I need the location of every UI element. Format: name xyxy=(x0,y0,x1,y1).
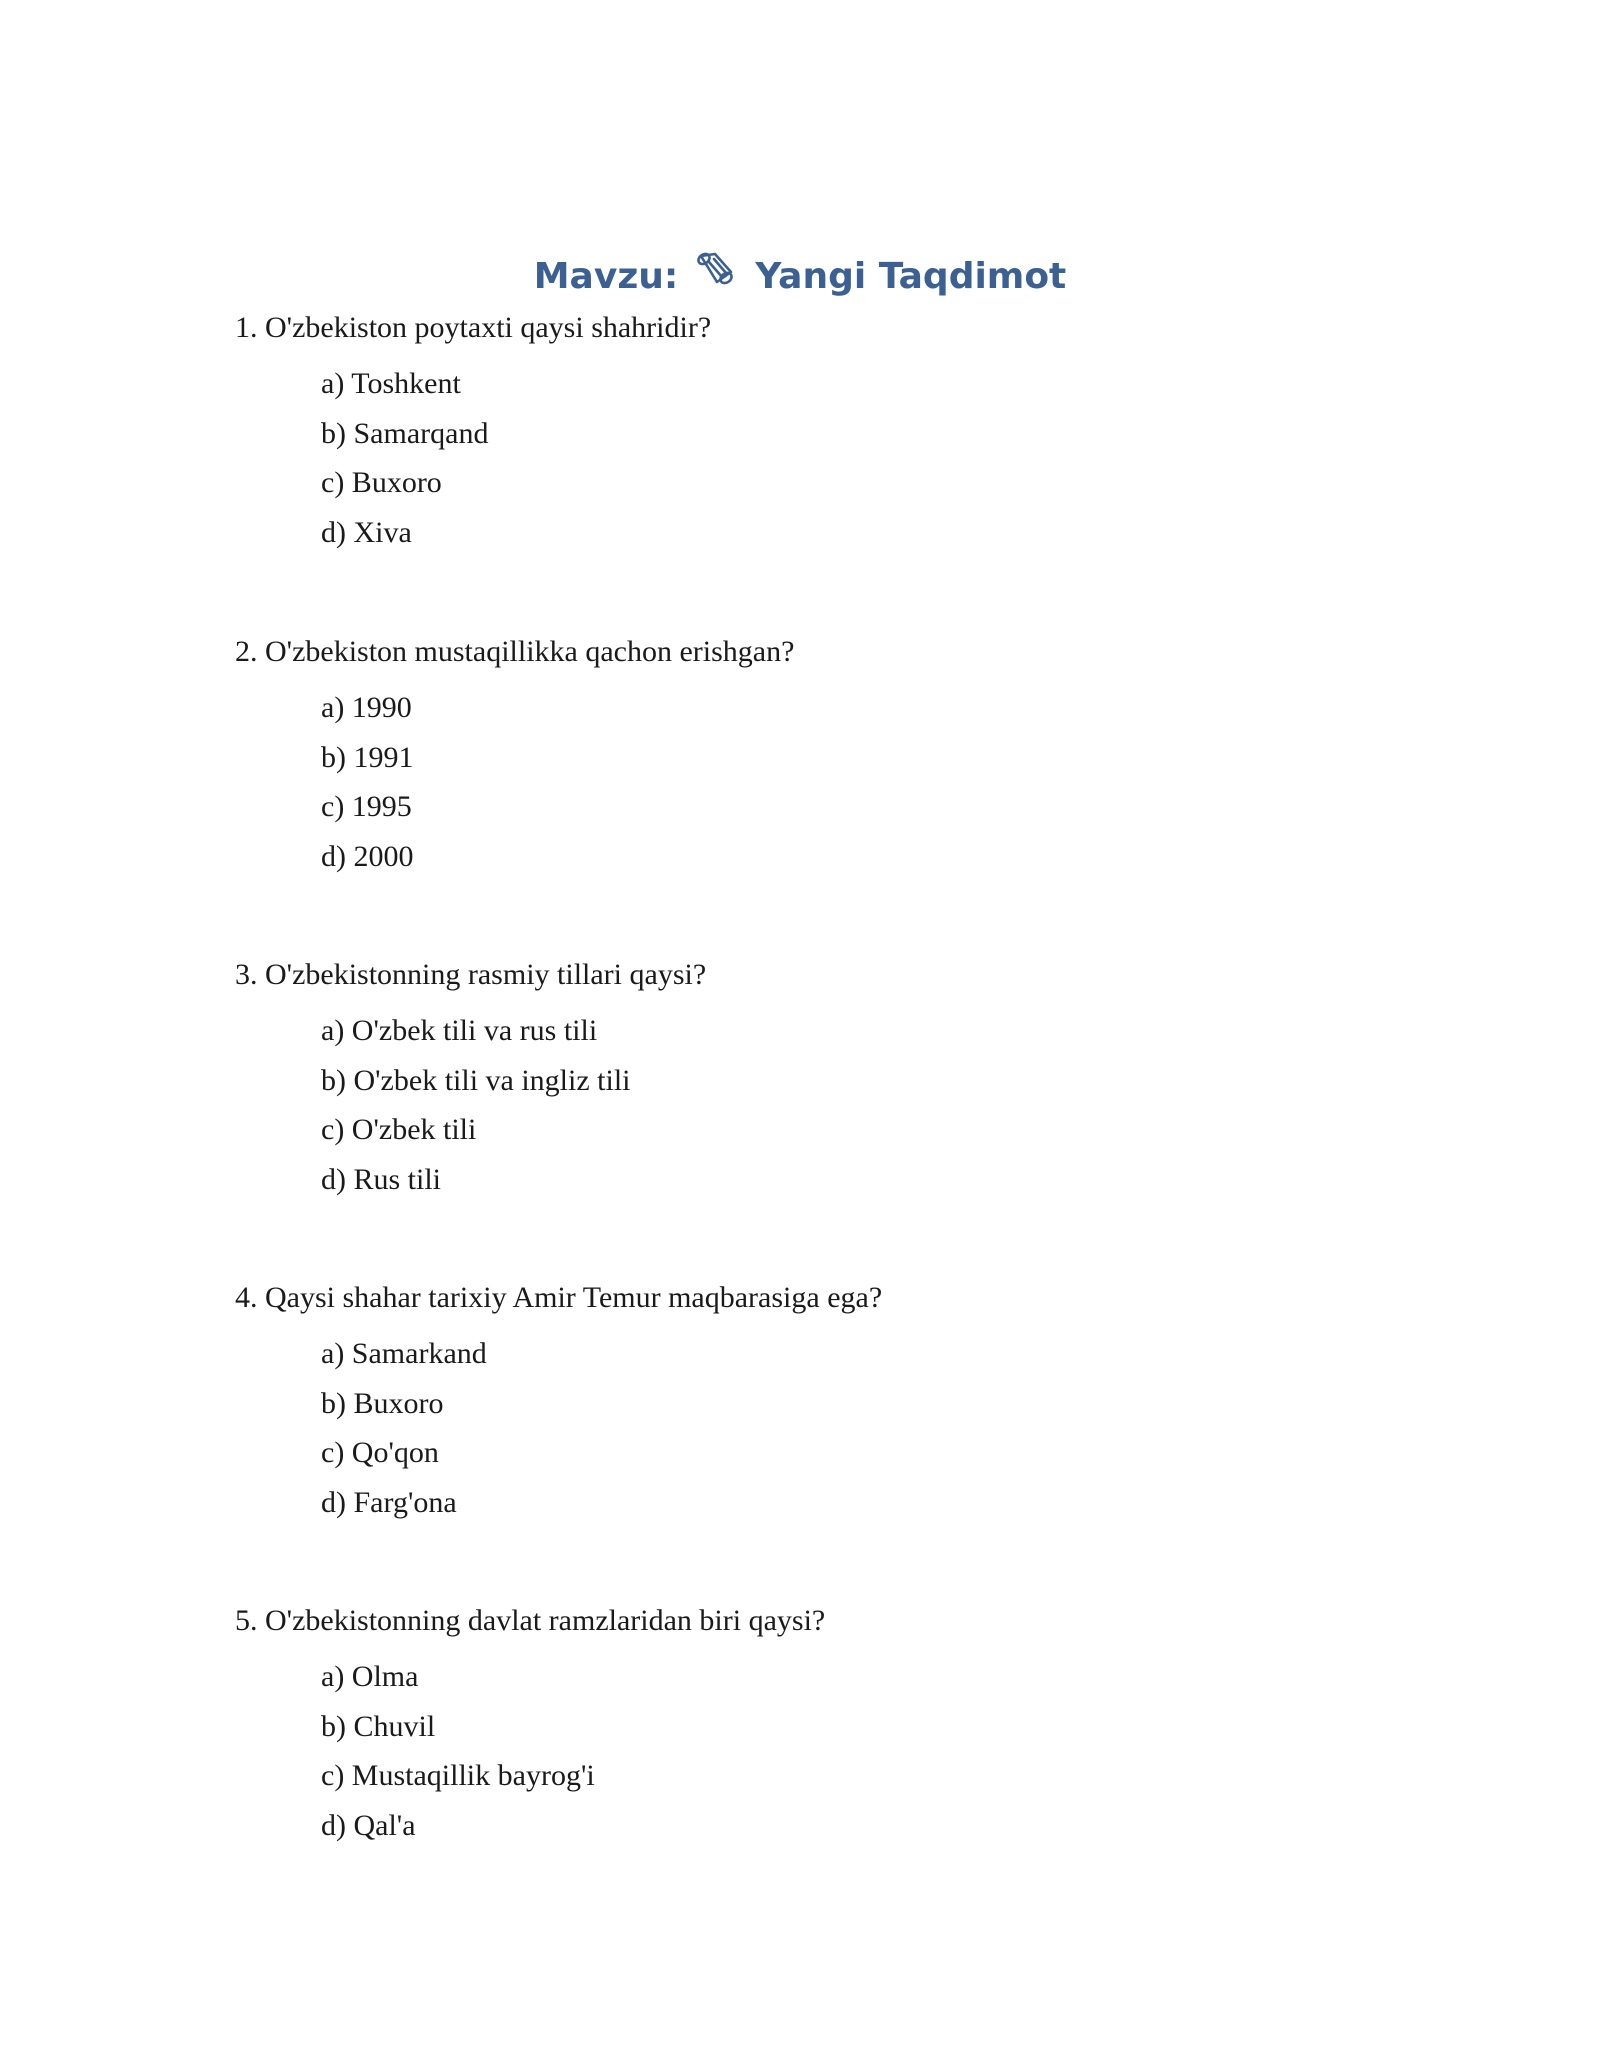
option-item: a) Samarkand xyxy=(321,1337,487,1370)
option-item: a) O'zbek tili va rus tili xyxy=(321,1014,598,1047)
options-list xyxy=(321,1011,1435,1209)
options-list xyxy=(321,1657,1435,1855)
scroll-icon xyxy=(695,250,737,300)
option-item: c) Qo'qon xyxy=(321,1436,439,1469)
options-list xyxy=(321,364,1435,562)
option-item: d) Rus tili xyxy=(321,1162,442,1196)
option-item: b) O'zbek tili va ingliz tili xyxy=(321,1063,631,1097)
option-item: a) Toshkent xyxy=(321,367,461,400)
title-prefix: Mavzu: xyxy=(533,256,679,297)
option-item: c) Buxoro xyxy=(321,466,442,499)
option-item: c) Mustaqillik bayrog'i xyxy=(321,1759,595,1792)
option-item: d) Qal'a xyxy=(321,1808,416,1842)
page-title xyxy=(0,250,1600,306)
option-item: b) 1991 xyxy=(321,740,414,774)
question-block xyxy=(235,308,1435,562)
question-text: 3. O'zbekistonning rasmiy tillari qaysi? xyxy=(235,958,707,991)
question-text: 2. O'zbekiston mustaqillikka qachon erishgan? xyxy=(235,635,795,668)
option-item: b) Samarqand xyxy=(321,416,489,450)
option-item: d) Farg'ona xyxy=(321,1485,457,1519)
options-list xyxy=(321,1334,1435,1532)
option-item: b) Buxoro xyxy=(321,1386,444,1420)
option-item: a) 1990 xyxy=(321,691,412,724)
question-block xyxy=(235,1601,1435,1855)
option-item: d) 2000 xyxy=(321,839,414,873)
question-text: 5. O'zbekistonning davlat ramzlaridan biri qaysi? xyxy=(235,1604,826,1637)
question-text: 1. O'zbekiston poytaxti qaysi shahridir? xyxy=(235,311,712,344)
question-block xyxy=(235,955,1435,1209)
option-item: a) Olma xyxy=(321,1660,419,1693)
option-item: c) O'zbek tili xyxy=(321,1113,477,1146)
title-main: Yangi Taqdimot xyxy=(755,256,1067,297)
option-item: c) 1995 xyxy=(321,790,412,823)
question-block xyxy=(235,632,1435,886)
options-list xyxy=(321,688,1435,886)
option-item: d) Xiva xyxy=(321,515,412,549)
option-item: b) Chuvil xyxy=(321,1709,436,1743)
question-block xyxy=(235,1278,1435,1532)
question-text: 4. Qaysi shahar tarixiy Amir Temur maqbarasiga ega? xyxy=(235,1281,883,1314)
